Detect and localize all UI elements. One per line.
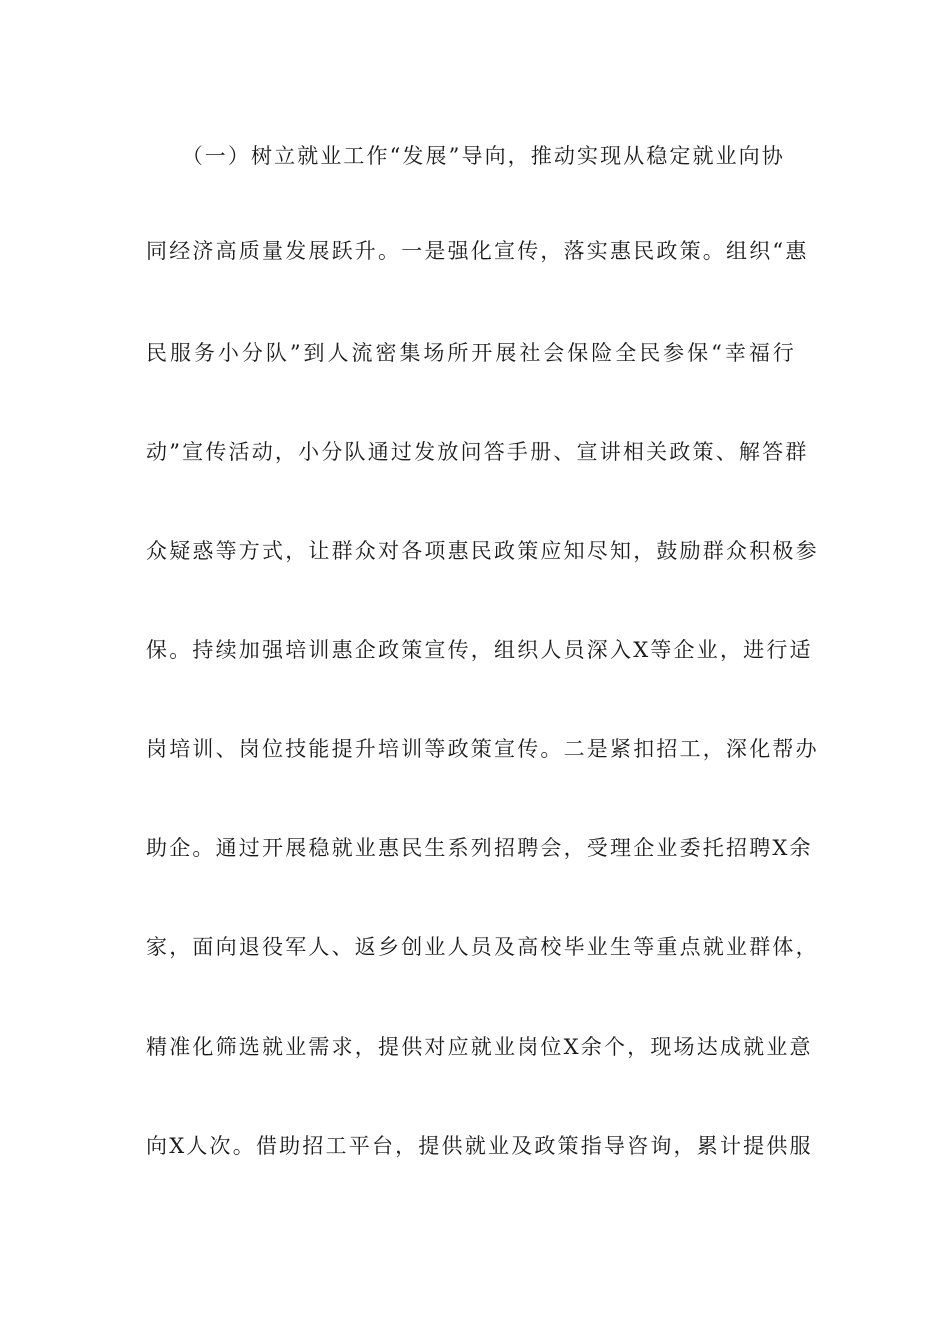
paragraph-line: 岗培训、岗位技能提升培训等政策宣传。二是紧扣招工，深化帮办 (146, 737, 819, 761)
paragraph-line: （一）树立就业工作“发展”导向，推动实现从稳定就业向协 (146, 144, 785, 168)
paragraph-line: 动”宣传活动，小分队通过发放问答手册、宣讲相关政策、解答群 (146, 440, 809, 464)
paragraph-line: 民服务小分队”到人流密集场所开展社会保险全民参保“幸福行 (146, 341, 796, 365)
paragraph-line: 同经济高质量发展跃升。一是强化宣传，落实惠民政策。组织“惠 (146, 239, 809, 263)
paragraph-line: 保。持续加强培训惠企政策宣传，组织人员深入X等企业，进行适 (146, 638, 813, 662)
paragraph-line: 众疑惑等方式，让群众对各项惠民政策应知尽知，鼓励群众积极参 (146, 539, 819, 563)
paragraph-line: 向X人次。借助招工平台，提供就业及政策指导咨询，累计提供服 (146, 1134, 813, 1158)
paragraph-line: 精准化筛选就业需求，提供对应就业岗位X余个，现场达成就业意 (146, 1035, 813, 1059)
paragraph-line: 家，面向退役军人、返乡创业人员及高校毕业生等重点就业群体， (146, 935, 819, 959)
paragraph-line: 助企。通过开展稳就业惠民生系列招聘会，受理企业委托招聘X余 (146, 836, 813, 860)
